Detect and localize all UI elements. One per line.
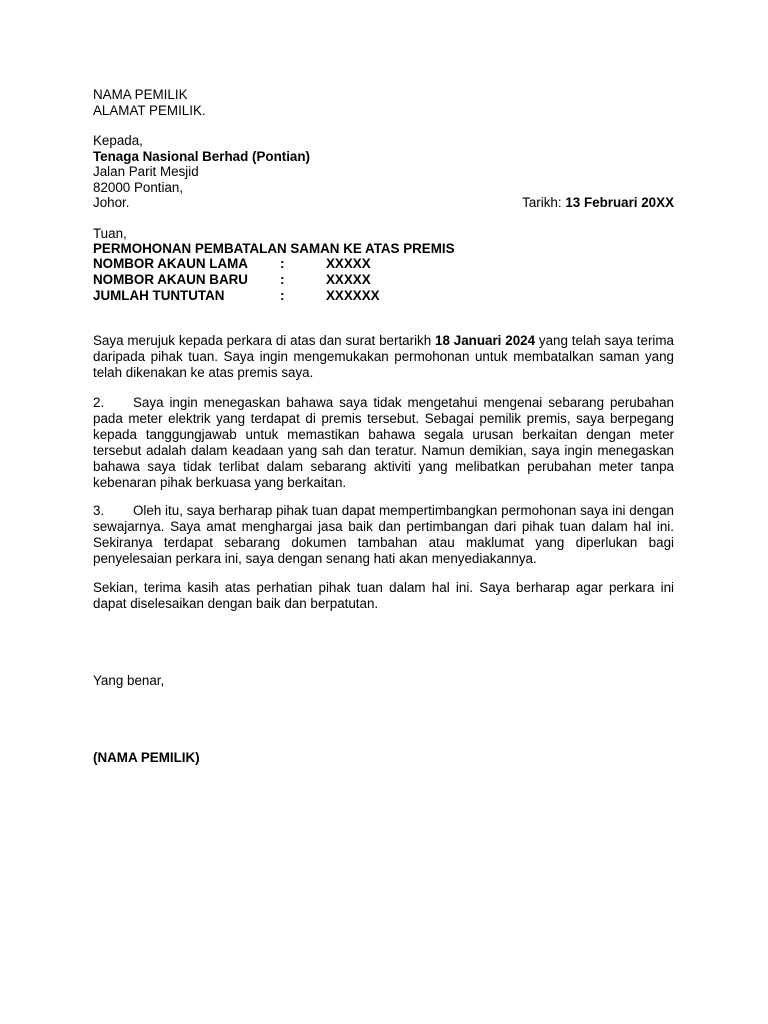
- reference-label: JUMLAH TUNTUTAN: [93, 288, 225, 303]
- reference-label: NOMBOR AKAUN BARU: [93, 272, 248, 287]
- reference-row: [93, 272, 371, 288]
- reference-colon: :: [280, 256, 285, 271]
- reference-colon: :: [280, 288, 285, 303]
- date-label: Tarikh:: [522, 195, 562, 210]
- greeting: Tuan,: [93, 226, 127, 241]
- recipient-salutation: Kepada,: [93, 133, 143, 148]
- body-paragraph-2: [93, 395, 674, 491]
- sender-name: NAMA PEMILIK: [93, 87, 188, 102]
- letter-date: [522, 195, 674, 211]
- reference-colon: :: [280, 272, 285, 287]
- p2-text: Saya ingin menegaskan bahawa saya tidak mengetahui mengenai sebarang perubahan pada meter elektrik yang terdapat di premis tersebut. Sebagai pemilik premis, saya berpegang kepada tanggungjawab untuk memastikan bahawa segala urusan berkaitan dengan meter tersebut adalah dalam keadaan yang sah dan teratur. Namun demikian, saya ingin menegaskan bahawa saya tidak terlibat dalam sebarang aktiviti yang melibatkan perubahan meter tanpa kebenaran pihak berkuasa yang berkaitan.: [93, 395, 674, 490]
- signature-name: (NAMA PEMILIK): [93, 750, 200, 765]
- date-value: 13 Februari 20XX: [565, 195, 674, 210]
- paragraph-number: 2.: [93, 395, 105, 410]
- reference-value: XXXXX: [326, 272, 371, 287]
- p1-reference-date: 18 Januari 2024: [435, 333, 536, 348]
- recipient-company: Tenaga Nasional Berhad (Pontian): [93, 149, 311, 164]
- reference-label: NOMBOR AKAUN LAMA: [93, 256, 248, 271]
- closing: Yang benar,: [93, 673, 165, 688]
- paragraph-number: 3.: [93, 503, 105, 518]
- recipient-city: 82000 Pontian,: [93, 180, 184, 195]
- reference-value: XXXXX: [326, 256, 371, 271]
- recipient-street: Jalan Parit Mesjid: [93, 164, 199, 179]
- sender-address: ALAMAT PEMILIK.: [93, 103, 206, 118]
- body-paragraph-3: [93, 503, 674, 567]
- reference-row: [93, 288, 380, 304]
- body-paragraph-4: Sekian, terima kasih atas perhatian pihak tuan dalam hal ini. Saya berharap agar perkara ini dapat diselesaikan dengan baik dan berpatutan.: [93, 580, 674, 611]
- reference-row: [93, 256, 371, 272]
- p1-text-start: Saya merujuk kepada perkara di atas dan surat bertarikh: [93, 333, 436, 348]
- body-paragraph-1: [93, 333, 674, 381]
- p1-text-end: yang telah saya terima daripada pihak tuan. Saya ingin mengemukakan permohonan untuk membatalkan saman yang telah dikenakan ke atas premis saya.: [93, 333, 674, 380]
- recipient-state: Johor.: [93, 195, 130, 210]
- p3-text: Oleh itu, saya berharap pihak tuan dapat mempertimbangkan permohonan saya ini dengan sewajarnya. Saya amat menghargai jasa baik dan pertimbangan dari pihak tuan dalam hal ini. Sekiranya terdapat sebarang dokumen tambahan atau maklumat yang diperlukan bagi penyelesaian perkara ini, saya dengan senang hati akan menyediakannya.: [93, 503, 674, 566]
- subject-line: PERMOHONAN PEMBATALAN SAMAN KE ATAS PREMIS: [93, 241, 455, 256]
- reference-value: XXXXXX: [326, 288, 380, 303]
